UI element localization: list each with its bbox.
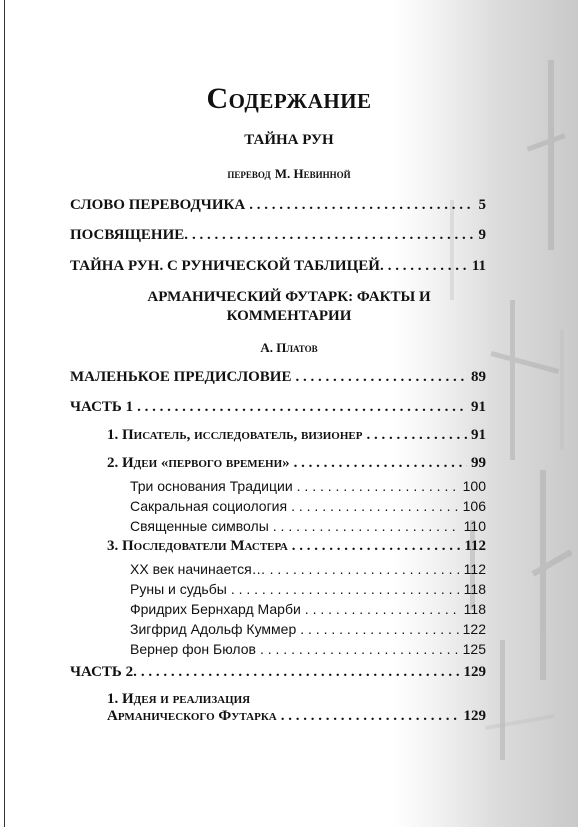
toc-entry-label-line2: Арманического Футарка: [107, 708, 277, 724]
part-b-title-line2: КОММЕНТАРИИ: [226, 308, 352, 324]
dot-leader: [231, 581, 460, 597]
part-a-title: ТАЙНА РУН: [244, 132, 334, 148]
toc-entry-dedication[interactable]: [70, 227, 486, 244]
toc-entry-label: ТАЙНА РУН. С РУНИЧЕСКОЙ ТАБЛИЦЕЙ.: [70, 258, 384, 274]
toc-subentry[interactable]: [130, 561, 486, 577]
toc-subentry[interactable]: [130, 581, 486, 597]
toc-subentry-page: 106: [462, 498, 486, 514]
toc-subentry-label: Сакральная социология: [130, 498, 288, 514]
toc-entry-label: 1. Писатель, исследователь, визионер: [107, 427, 363, 443]
toc-subentry[interactable]: [130, 518, 486, 534]
toc-entry-secret-of-runes[interactable]: [70, 258, 486, 275]
dot-leader: [388, 258, 468, 275]
toc-subentry-label: Зигфрид Адольф Куммер: [130, 621, 297, 637]
toc-subentry[interactable]: [130, 641, 486, 657]
dot-leader: [305, 601, 460, 617]
toc-entry-label: ПОСВЯЩЕНИЕ.: [70, 227, 189, 243]
dot-leader: [297, 478, 459, 494]
dot-leader: [291, 498, 459, 514]
toc-subentry-page: 118: [463, 581, 486, 597]
dot-leader: [300, 621, 458, 637]
toc-heading: Содержание: [206, 82, 372, 115]
toc-entry-page: 9: [478, 227, 486, 243]
toc-subentry-label: Вернер фон Бюлов: [130, 641, 256, 657]
dot-leader: [366, 427, 467, 444]
toc-entry-part2[interactable]: [70, 664, 486, 681]
dot-leader: [137, 399, 467, 416]
toc-entry-part2-chapter-1[interactable]: [107, 691, 486, 725]
part-b-title: [110, 288, 468, 326]
toc-entry-label: МАЛЕНЬКОЕ ПРЕДИСЛОВИЕ: [70, 369, 292, 385]
toc-entry-chapter-2[interactable]: [107, 455, 486, 472]
toc-entry-page: 99: [471, 455, 486, 471]
toc-subentry-page: 100: [462, 478, 486, 494]
translator-name: М. Невинной: [274, 166, 351, 181]
toc-entry-label: ЧАСТЬ 2.: [70, 664, 137, 680]
part-b-author: А. Платов: [260, 340, 318, 355]
dot-leader: [292, 538, 461, 555]
toc-subentry[interactable]: [130, 601, 486, 617]
part-b-title-line1: АРМАНИЧЕСКИЙ ФУТАРК: ФАКТЫ И: [147, 289, 431, 305]
toc-subentry[interactable]: [130, 478, 486, 494]
toc-subentry-page: 110: [463, 518, 486, 534]
page-edge-line: [4, 0, 5, 827]
toc-entry-page: 91: [471, 399, 486, 415]
dot-leader: [249, 197, 474, 214]
dot-leader: [192, 227, 474, 244]
toc-entry-label: 2. Идеи «первого времени»: [107, 455, 290, 471]
toc-entry-page: 5: [478, 197, 486, 213]
dot-leader: [260, 641, 459, 657]
toc-entry-line2: [107, 708, 486, 725]
toc-subentry[interactable]: [130, 621, 486, 637]
dot-leader: [295, 369, 467, 386]
dot-leader: [273, 518, 460, 534]
toc-entry-label: ЧАСТЬ 1: [70, 399, 134, 415]
translator-prefix: перевод: [227, 166, 271, 181]
toc-entry-label: СЛОВО ПЕРЕВОДЧИКА: [70, 197, 246, 213]
toc-entry-page: 129: [463, 708, 486, 724]
toc-entry-chapter-1[interactable]: [107, 427, 486, 444]
toc-entry-page: 129: [463, 664, 486, 680]
toc-entry-page: 11: [471, 258, 486, 274]
toc-entry-page: 112: [464, 538, 486, 554]
toc-entry-page: 91: [471, 427, 486, 443]
toc-subentry-page: 125: [462, 641, 486, 657]
toc-subentry-label: Священные символы: [130, 518, 269, 534]
dot-leader: [294, 455, 467, 472]
toc-subentry-page: 112: [463, 561, 486, 577]
toc-entry-page: 89: [471, 369, 486, 385]
toc-entry-chapter-3[interactable]: [107, 538, 486, 555]
toc-entry-label: 3. Последователи Мастера: [107, 538, 288, 554]
toc-entry-translator-word[interactable]: [70, 197, 486, 214]
toc-subentry-page: 118: [463, 601, 486, 617]
toc-subentry-label: Фридрих Бернхард Марби: [130, 601, 301, 617]
toc-entry-preface[interactable]: [70, 369, 486, 386]
dot-leader: [270, 561, 460, 577]
toc-subentry-label: Три основания Традиции: [130, 478, 293, 494]
toc-entry-label-line1: 1. Идея и реализация: [107, 691, 251, 707]
toc-entry-part1[interactable]: [70, 399, 486, 416]
dot-leader: [281, 708, 460, 725]
toc-subentry[interactable]: [130, 498, 486, 514]
toc-subentry-page: 122: [462, 621, 486, 637]
toc-subentry-label: Руны и судьбы: [130, 581, 227, 597]
translator-line: [0, 165, 578, 183]
toc-subentry-label: XX век начинается…: [130, 561, 266, 577]
dot-leader: [141, 664, 460, 681]
